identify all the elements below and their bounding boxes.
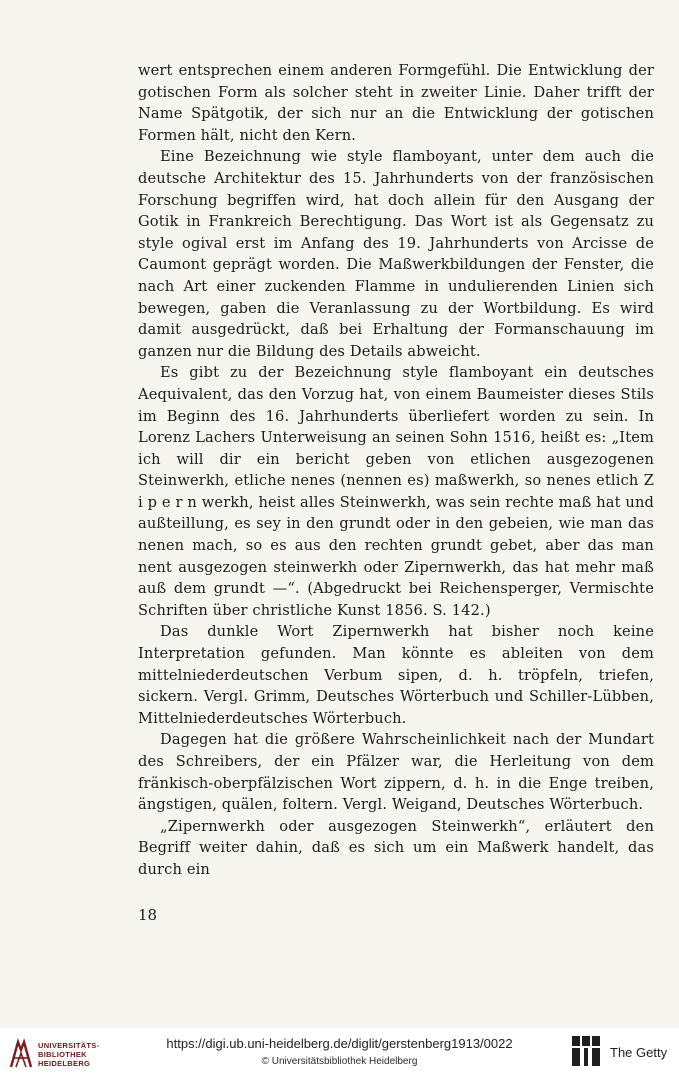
copyright-notice: © Universitätsbibliothek Heidelberg (261, 1056, 418, 1067)
body-text (138, 60, 654, 881)
permalink-url[interactable]: https://digi.ub.uni-heidelberg.de/diglit/gerstenberg1913/0022 (166, 1036, 513, 1051)
paragraph: Das dunkle Wort Zipernwerkh hat bisher noch keine Interpretation gefunden. Man könnte es ableiten von dem mittelniederdeutschen Verbum sipen, d. h. tröpfeln, triefen, sickern. Vergl. Grimm, Deutsches Wörterbuch und Schiller-Lübben, Mittelniederdeutsches Wörterbuch. (138, 623, 654, 727)
page-number: 18 (138, 906, 158, 924)
paragraph: Dagegen hat die größere Wahrscheinlichkeit nach der Mundart des Schreibers, der ein Pfälzer war, die Herleitung von dem fränkisch-oberpfälzischen Wort zippern, d. h. in die Enge treiben, ängstigen, quälen, foltern. Vergl. Weigand, Deutsches Wörterbuch. (138, 731, 654, 814)
getty-logo[interactable] (570, 1034, 676, 1072)
getty-text: The Getty (610, 1045, 668, 1060)
getty-mark-icon (570, 1034, 604, 1068)
viewer-footer (0, 1028, 679, 1078)
paragraph: Es gibt zu der Bezeichnung style flamboyant ein deutsches Aequivalent, das den Vorzug hat, von einem Baumeister dieses Stils im Beginn des 16. Jahrhunderts überliefert worden zu sein. In Lorenz Lachers Unterweisung an seinen Sohn 1516, heißt es: „Item ich will dir ein bericht geben von etlichen ausgezogenen Steinwerkh, etliche nenes (nennen es) maßwerkh, so nenes etlich Z i p e r n werkh, heist alles Steinwerkh, was sein rechte maß hat und außteillung, es sey in den grundt oder in den gebeien, wie man das nenen mach, so es aus den rechten grundt gebet, aber das man nent ausgezogen steinwerkh oder Zipernwerkh, das hat mehr maß auß dem grundt —“. (Abgedruckt bei Reichensperger, Vermischte Schriften über christliche Kunst 1856. S. 142.) (138, 364, 654, 619)
paragraph: wert entsprechen einem anderen Formgefühl. Die Entwicklung der gotischen Form als solcher steht in zweiter Linie. Daher trifft der Name Spätgotik, der sich nur an die Entwicklung der gotischen Formen hält, nicht den Kern. (138, 62, 654, 144)
library-logo-text: UNIVERSITÄTS- BIBLIOTHEK HEIDELBERG (38, 1041, 100, 1068)
paragraph: Eine Bezeichnung wie style flamboyant, unter dem auch die deutsche Architektur des 15. Jahrhunderts von der französischen Forschung begriffen wird, hat doch allein für den Ausgang der Gotik in Frankreich Berechtigung. Das Wort ist als Gegensatz zu style ogival erst im Anfang des 19. Jahrhunderts von Arcisse de Caumont geprägt worden. Die Maßwerkbildungen der Fenster, die nach Art einer zuckenden Flamme in undulierenden Linien sich bewegen, gaben die Veranlassung zu der Wortbildung. Es wird damit ausgedrückt, daß bei Erhaltung der Formanschauung im ganzen nur die Bildung des Details abweicht. (138, 148, 654, 360)
paragraph: „Zipernwerkh oder ausgezogen Steinwerkh“, erläutert den Begriff weiter dahin, daß es sich um ein Maßwerk handelt, das durch ein (138, 817, 654, 878)
